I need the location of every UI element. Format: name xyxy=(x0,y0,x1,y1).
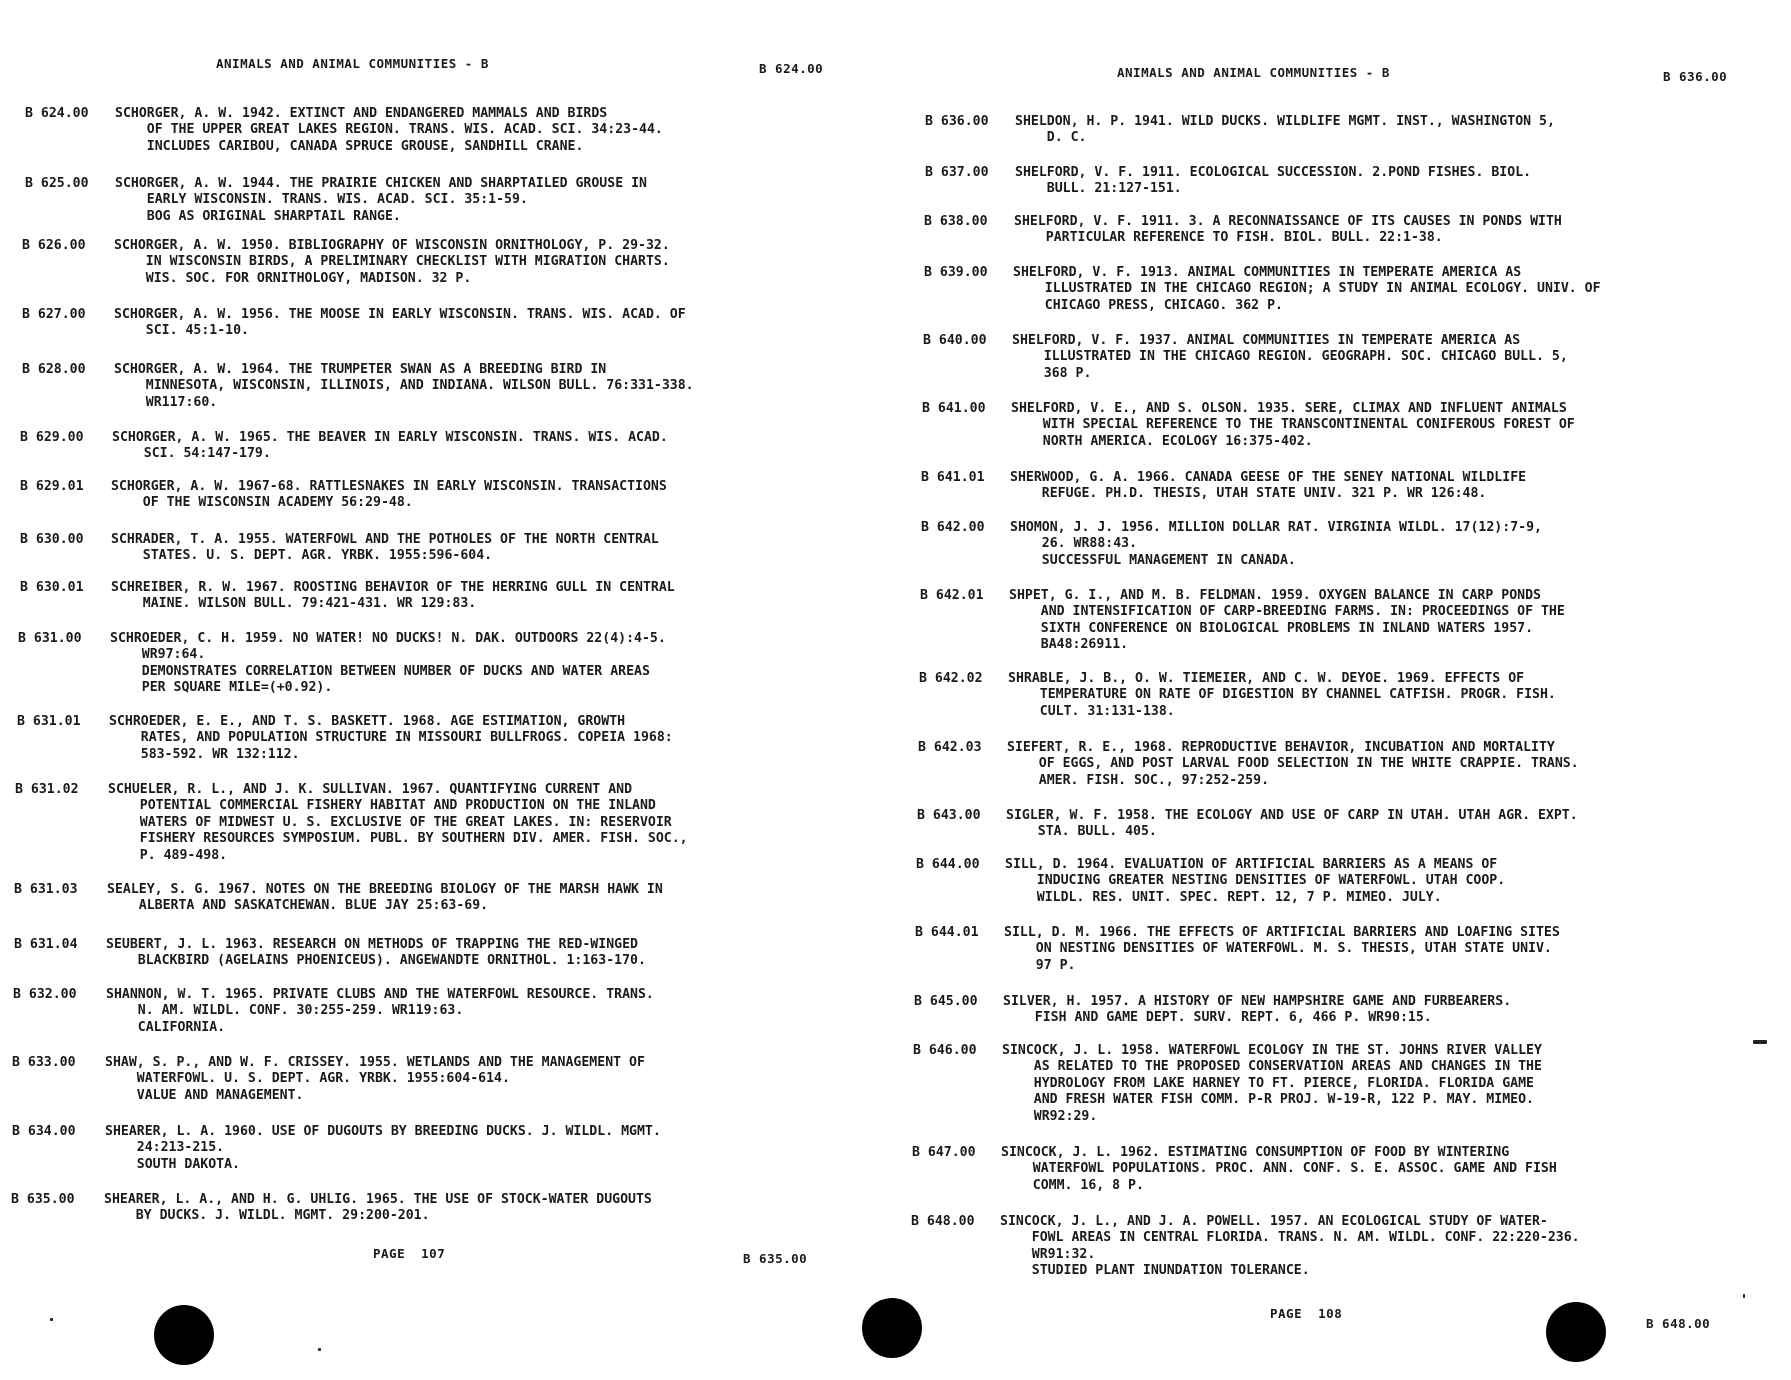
citation-line: WITH SPECIAL REFERENCE TO THE TRANSCONTINENTAL CONIFEROUS FOREST OF xyxy=(1011,417,1575,433)
entry-number: B 641.01 xyxy=(921,470,985,485)
citation-line: MAINE. WILSON BULL. 79:421-431. WR 129:83. xyxy=(111,596,477,612)
entry-citation xyxy=(114,238,670,287)
citation-line: WILDL. RES. UNIT. SPEC. REPT. 12, 7 P. MIMEO. JULY. xyxy=(1005,889,1442,905)
citation-line: INDUCING GREATER NESTING DENSITIES OF WATERFOWL. UTAH COOP. xyxy=(1005,873,1506,889)
citation-line: SEALEY, S. G. 1967. NOTES ON THE BREEDING BIOLOGY OF THE MARSH HAWK IN xyxy=(107,882,663,897)
entry-citation xyxy=(108,782,688,864)
citation-line: WATERFOWL POPULATIONS. PROC. ANN. CONF. S. E. ASSOC. GAME AND FISH xyxy=(1001,1161,1557,1177)
citation-line: ILLUSTRATED IN THE CHICAGO REGION. GEOGRAPH. SOC. CHICAGO BULL. 5, xyxy=(1012,349,1568,365)
citation-line: HYDROLOGY FROM LAKE HARNEY TO FT. PIERCE, FLORIDA. FLORIDA GAME xyxy=(1002,1075,1534,1091)
entry-citation xyxy=(1003,994,1511,1027)
citation-line: SHELFORD, V. F. 1911. ECOLOGICAL SUCCESSION. 2.POND FISHES. BIOL. xyxy=(1015,165,1532,180)
entry-number: B 628.00 xyxy=(22,362,86,377)
entry-citation xyxy=(1007,740,1579,789)
citation-line: BOG AS ORIGINAL SHARPTAIL RANGE. xyxy=(115,208,401,224)
entry-citation xyxy=(1000,1214,1580,1280)
entry-number: B 630.00 xyxy=(20,532,84,547)
citation-line: SCHORGER, A. W. 1950. BIBLIOGRAPHY OF WISCONSIN ORNITHOLOGY, P. 29-32. xyxy=(114,238,670,253)
citation-line: AS RELATED TO THE PROPOSED CONSERVATION AREAS AND CHANGES IN THE xyxy=(1002,1059,1542,1075)
entry-citation xyxy=(112,430,668,463)
left-page xyxy=(0,0,880,1380)
citation-line: WR97:64. xyxy=(110,647,206,663)
entry-number: B 631.01 xyxy=(17,714,81,729)
citation-line: AND FRESH WATER FISH COMM. P-R PROJ. W-19-R, 122 P. MAY. MIMEO. xyxy=(1002,1092,1534,1108)
citation-line: PARTICULAR REFERENCE TO FISH. BIOL. BULL. 22:1-38. xyxy=(1014,230,1443,246)
punch-hole xyxy=(862,1298,922,1358)
page-header-title: ANIMALS AND ANIMAL COMMUNITIES - B xyxy=(216,56,489,71)
entry-citation xyxy=(111,532,659,565)
entry-citation xyxy=(1013,265,1601,314)
entry-citation xyxy=(111,580,675,613)
page-footer-code: B 648.00 xyxy=(1646,1316,1711,1331)
citation-line: SHEARER, L. A. 1960. USE OF DUGOUTS BY BREEDING DUCKS. J. WILDL. MGMT. xyxy=(105,1124,661,1139)
citation-line: P. 489-498. xyxy=(108,847,228,863)
citation-line: WR117:60. xyxy=(114,394,218,410)
citation-line: N. AM. WILDL. CONF. 30:255-259. WR119:63. xyxy=(106,1003,464,1019)
citation-line: INCLUDES CARIBOU, CANADA SPRUCE GROUSE, SANDHILL CRANE. xyxy=(115,138,584,154)
citation-line: NORTH AMERICA. ECOLOGY 16:375-402. xyxy=(1011,433,1313,449)
citation-line: 583-592. WR 132:112. xyxy=(109,746,300,762)
entry-citation xyxy=(1011,401,1575,450)
entry-citation xyxy=(114,362,694,411)
citation-line: SCHORGER, A. W. 1942. EXTINCT AND ENDANGERED MAMMALS AND BIRDS xyxy=(115,106,608,121)
citation-line: SIXTH CONFERENCE ON BIOLOGICAL PROBLEMS IN INLAND WATERS 1957. xyxy=(1009,620,1534,636)
citation-line: SHELFORD, V. F. 1911. 3. A RECONNAISSANCE OF ITS CAUSES IN PONDS WITH xyxy=(1014,214,1562,229)
citation-line: DEMONSTRATES CORRELATION BETWEEN NUMBER OF DUCKS AND WATER AREAS xyxy=(110,663,650,679)
citation-line: FISH AND GAME DEPT. SURV. REPT. 6, 466 P. WR90:15. xyxy=(1003,1010,1432,1026)
citation-line: SCHUELER, R. L., AND J. K. SULLIVAN. 1967. QUANTIFYING CURRENT AND xyxy=(108,782,633,797)
citation-line: SCI. 45:1-10. xyxy=(114,323,249,339)
citation-line: ON NESTING DENSITIES OF WATERFOWL. M. S. THESIS, UTAH STATE UNIV. xyxy=(1004,941,1552,957)
entry-number: B 635.00 xyxy=(11,1192,75,1207)
right-page xyxy=(890,0,1770,1380)
citation-line: CHICAGO PRESS, CHICAGO. 362 P. xyxy=(1013,297,1283,313)
citation-line: CALIFORNIA. xyxy=(106,1019,226,1035)
citation-line: VALUE AND MANAGEMENT. xyxy=(105,1087,304,1103)
page-header-code: B 624.00 xyxy=(759,61,824,76)
citation-line: WATERS OF MIDWEST U. S. EXCLUSIVE OF THE GREAT LAKES. IN: RESERVOIR xyxy=(108,814,672,830)
entry-number: B 632.00 xyxy=(13,987,77,1002)
citation-line: FISHERY RESOURCES SYMPOSIUM. PUBL. BY SOUTHERN DIV. AMER. FISH. SOC., xyxy=(108,831,688,847)
scan-mark xyxy=(1743,1294,1745,1298)
citation-line: SCHORGER, A. W. 1967-68. RATTLESNAKES IN EARLY WISCONSIN. TRANSACTIONS xyxy=(111,479,667,494)
citation-line: SINCOCK, J. L. 1962. ESTIMATING CONSUMPTION OF FOOD BY WINTERING xyxy=(1001,1145,1510,1160)
entry-citation xyxy=(106,987,654,1036)
entry-number: B 647.00 xyxy=(912,1145,976,1160)
citation-line: OF THE WISCONSIN ACADEMY 56:29-48. xyxy=(111,495,413,511)
entry-number: B 627.00 xyxy=(22,307,86,322)
entry-citation xyxy=(1006,808,1578,841)
citation-line: SCHRADER, T. A. 1955. WATERFOWL AND THE POTHOLES OF THE NORTH CENTRAL xyxy=(111,532,659,547)
punch-hole xyxy=(154,1305,214,1365)
entry-citation xyxy=(109,714,673,763)
citation-line: WR92:29. xyxy=(1002,1108,1098,1124)
citation-line: SIGLER, W. F. 1958. THE ECOLOGY AND USE OF CARP IN UTAH. UTAH AGR. EXPT. xyxy=(1006,808,1578,823)
citation-line: BLACKBIRD (AGELAINS PHOENICEUS). ANGEWANDTE ORNITHOL. 1:163-170. xyxy=(106,953,646,969)
citation-line: SILVER, H. 1957. A HISTORY OF NEW HAMPSHIRE GAME AND FURBEARERS. xyxy=(1003,994,1512,1009)
entry-citation xyxy=(115,106,663,155)
citation-line: 97 P. xyxy=(1004,957,1076,973)
citation-line: STATES. U. S. DEPT. AGR. YRBK. 1955:596-604. xyxy=(111,548,493,564)
citation-line: ILLUSTRATED IN THE CHICAGO REGION; A STUDY IN ANIMAL ECOLOGY. UNIV. OF xyxy=(1013,281,1601,297)
citation-line: STA. BULL. 405. xyxy=(1006,824,1157,840)
citation-line: POTENTIAL COMMERCIAL FISHERY HABITAT AND PRODUCTION ON THE INLAND xyxy=(108,798,656,814)
entry-number: B 636.00 xyxy=(925,114,989,129)
citation-line: AND INTENSIFICATION OF CARP-BREEDING FARMS. IN: PROCEEDINGS OF THE xyxy=(1009,604,1565,620)
entry-citation xyxy=(1001,1145,1557,1194)
entry-number: B 624.00 xyxy=(25,106,89,121)
citation-line: SINCOCK, J. L., AND J. A. POWELL. 1957. AN ECOLOGICAL STUDY OF WATER- xyxy=(1000,1214,1548,1229)
entry-citation xyxy=(1012,333,1568,382)
entry-citation xyxy=(1014,214,1562,247)
citation-line: BY DUCKS. J. WILDL. MGMT. 29:200-201. xyxy=(104,1208,430,1224)
citation-line: 26. WR88:43. xyxy=(1010,536,1138,552)
citation-line: SEUBERT, J. L. 1963. RESEARCH ON METHODS OF TRAPPING THE RED-WINGED xyxy=(106,937,638,952)
entry-citation xyxy=(105,1055,645,1104)
entry-citation xyxy=(1002,1043,1542,1125)
entry-number: B 638.00 xyxy=(924,214,988,229)
citation-line: SHERWOOD, G. A. 1966. CANADA GEESE OF THE SENEY NATIONAL WILDLIFE xyxy=(1010,470,1527,485)
citation-line: EARLY WISCONSIN. TRANS. WIS. ACAD. SCI. 35:1-59. xyxy=(115,192,528,208)
citation-line: SHELFORD, V. F. 1913. ANIMAL COMMUNITIES IN TEMPERATE AMERICA AS xyxy=(1013,265,1522,280)
entry-number: B 648.00 xyxy=(911,1214,975,1229)
entry-number: B 631.02 xyxy=(15,782,79,797)
citation-line: SHRABLE, J. B., O. W. TIEMEIER, AND C. W. DEYOE. 1969. EFFECTS OF xyxy=(1008,671,1525,686)
citation-line: AMER. FISH. SOC., 97:252-259. xyxy=(1007,772,1270,788)
entry-citation xyxy=(106,937,646,970)
citation-line: SHANNON, W. T. 1965. PRIVATE CLUBS AND THE WATERFOWL RESOURCE. TRANS. xyxy=(106,987,654,1002)
citation-line: SCHROEDER, E. E., AND T. S. BASKETT. 1968. AGE ESTIMATION, GROWTH xyxy=(109,714,626,729)
citation-line: STUDIED PLANT INUNDATION TOLERANCE. xyxy=(1000,1263,1310,1279)
citation-line: WR91:32. xyxy=(1000,1246,1096,1262)
citation-line: SCHROEDER, C. H. 1959. NO WATER! NO DUCKS! N. DAK. OUTDOORS 22(4):4-5. xyxy=(110,631,666,646)
entry-citation xyxy=(115,176,647,225)
citation-line: D. C. xyxy=(1015,130,1087,146)
entry-number: B 645.00 xyxy=(914,994,978,1009)
page-header-title: ANIMALS AND ANIMAL COMMUNITIES - B xyxy=(1117,65,1390,80)
citation-line: PER SQUARE MILE=(+0.92). xyxy=(110,680,333,696)
citation-line: 368 P. xyxy=(1012,365,1092,381)
citation-line: SCI. 54:147-179. xyxy=(112,446,271,462)
citation-line: SIEFERT, R. E., 1968. REPRODUCTIVE BEHAVIOR, INCUBATION AND MORTALITY xyxy=(1007,740,1555,755)
citation-line: SILL, D. 1964. EVALUATION OF ARTIFICIAL BARRIERS AS A MEANS OF xyxy=(1005,857,1498,872)
citation-line: 24:213-215. xyxy=(105,1140,225,1156)
citation-line: COMM. 16, 8 P. xyxy=(1001,1177,1144,1193)
entry-citation xyxy=(104,1192,652,1225)
entry-number: B 625.00 xyxy=(25,176,89,191)
entry-number: B 643.00 xyxy=(917,808,981,823)
entry-citation xyxy=(114,307,686,340)
citation-line: SUCCESSFUL MANAGEMENT IN CANADA. xyxy=(1010,552,1296,568)
citation-line: RATES, AND POPULATION STRUCTURE IN MISSOURI BULLFROGS. COPEIA 1968: xyxy=(109,730,673,746)
entry-number: B 639.00 xyxy=(924,265,988,280)
citation-line: BULL. 21:127-151. xyxy=(1015,181,1182,197)
scan-mark xyxy=(1753,1040,1767,1044)
entry-number: B 642.01 xyxy=(920,588,984,603)
entry-citation xyxy=(1005,857,1505,906)
citation-line: OF EGGS, AND POST LARVAL FOOD SELECTION IN THE WHITE CRAPPIE. TRANS. xyxy=(1007,756,1579,772)
entry-number: B 644.00 xyxy=(916,857,980,872)
page-number: PAGE 107 xyxy=(373,1246,446,1261)
entry-citation xyxy=(1010,470,1526,503)
entry-number: B 629.00 xyxy=(20,430,84,445)
entry-citation xyxy=(1004,925,1560,974)
citation-line: BA48:26911. xyxy=(1009,637,1129,653)
citation-line: SINCOCK, J. L. 1958. WATERFOWL ECOLOGY IN THE ST. JOHNS RIVER VALLEY xyxy=(1002,1043,1542,1058)
entry-number: B 644.01 xyxy=(915,925,979,940)
entry-number: B 631.00 xyxy=(18,631,82,646)
entry-citation xyxy=(107,882,663,915)
citation-line: WATERFOWL. U. S. DEPT. AGR. YRBK. 1955:604-614. xyxy=(105,1071,510,1087)
punch-hole xyxy=(1546,1302,1606,1362)
citation-line: SCHORGER, A. W. 1944. THE PRAIRIE CHICKEN AND SHARPTAILED GROUSE IN xyxy=(115,176,647,191)
citation-line: REFUGE. PH.D. THESIS, UTAH STATE UNIV. 321 P. WR 126:48. xyxy=(1010,486,1487,502)
entry-number: B 629.01 xyxy=(20,479,84,494)
citation-line: CULT. 31:131-138. xyxy=(1008,703,1175,719)
citation-line: SCHORGER, A. W. 1956. THE MOOSE IN EARLY WISCONSIN. TRANS. WIS. ACAD. OF xyxy=(114,307,686,322)
citation-line: SCHORGER, A. W. 1965. THE BEAVER IN EARLY WISCONSIN. TRANS. WIS. ACAD. xyxy=(112,430,668,445)
entry-number: B 646.00 xyxy=(913,1043,977,1058)
citation-line: MINNESOTA, WISCONSIN, ILLINOIS, AND INDIANA. WILSON BULL. 76:331-338. xyxy=(114,378,694,394)
citation-line: ALBERTA AND SASKATCHEWAN. BLUE JAY 25:63-69. xyxy=(107,898,489,914)
citation-line: WIS. SOC. FOR ORNITHOLOGY, MADISON. 32 P. xyxy=(114,270,472,286)
entry-number: B 633.00 xyxy=(12,1055,76,1070)
entry-number: B 637.00 xyxy=(925,165,989,180)
entry-number: B 641.00 xyxy=(922,401,986,416)
entry-citation xyxy=(105,1124,661,1173)
entry-number: B 630.01 xyxy=(20,580,84,595)
citation-line: SHEARER, L. A., AND H. G. UHLIG. 1965. THE USE OF STOCK-WATER DUGOUTS xyxy=(104,1192,652,1207)
citation-line: SCHORGER, A. W. 1964. THE TRUMPETER SWAN AS A BREEDING BIRD IN xyxy=(114,362,607,377)
citation-line: SILL, D. M. 1966. THE EFFECTS OF ARTIFICIAL BARRIERS AND LOAFING SITES xyxy=(1004,925,1560,940)
entry-number: B 626.00 xyxy=(22,238,86,253)
citation-line: IN WISCONSIN BIRDS, A PRELIMINARY CHECKLIST WITH MIGRATION CHARTS. xyxy=(114,254,670,270)
entry-citation xyxy=(1008,671,1556,720)
citation-line: SHPET, G. I., AND M. B. FELDMAN. 1959. OXYGEN BALANCE IN CARP PONDS xyxy=(1009,588,1541,603)
page-footer-code: B 635.00 xyxy=(743,1251,808,1266)
entry-number: B 631.04 xyxy=(14,937,78,952)
entry-number: B 634.00 xyxy=(12,1124,76,1139)
page-header-code: B 636.00 xyxy=(1663,69,1728,84)
page-number: PAGE 108 xyxy=(1270,1306,1343,1321)
citation-line: SCHREIBER, R. W. 1967. ROOSTING BEHAVIOR OF THE HERRING GULL IN CENTRAL xyxy=(111,580,675,595)
citation-line: TEMPERATURE ON RATE OF DIGESTION BY CHANNEL CATFISH. PROGR. FISH. xyxy=(1008,687,1556,703)
entry-number: B 640.00 xyxy=(923,333,987,348)
citation-line: SHELFORD, V. F. 1937. ANIMAL COMMUNITIES IN TEMPERATE AMERICA AS xyxy=(1012,333,1521,348)
entry-citation xyxy=(1015,114,1555,147)
citation-line: SHELDON, H. P. 1941. WILD DUCKS. WILDLIFE MGMT. INST., WASHINGTON 5, xyxy=(1015,114,1555,129)
entry-citation xyxy=(110,631,666,697)
scan-mark xyxy=(318,1348,321,1351)
entry-citation xyxy=(1009,588,1565,654)
scan-mark xyxy=(50,1318,53,1321)
citation-line: SHAW, S. P., AND W. F. CRISSEY. 1955. WETLANDS AND THE MANAGEMENT OF xyxy=(105,1055,645,1070)
entry-number: B 642.02 xyxy=(919,671,983,686)
citation-line: SHELFORD, V. E., AND S. OLSON. 1935. SERE, CLIMAX AND INFLUENT ANIMALS xyxy=(1011,401,1567,416)
citation-line: SHOMON, J. J. 1956. MILLION DOLLAR RAT. VIRGINIA WILDL. 17(12):7-9, xyxy=(1010,520,1542,535)
citation-line: SOUTH DAKOTA. xyxy=(105,1156,240,1172)
entry-citation xyxy=(1010,520,1542,569)
entry-citation xyxy=(1015,165,1531,198)
entry-number: B 631.03 xyxy=(14,882,78,897)
citation-line: OF THE UPPER GREAT LAKES REGION. TRANS. WIS. ACAD. SCI. 34:23-44. xyxy=(115,122,663,138)
entry-citation xyxy=(111,479,667,512)
citation-line: FOWL AREAS IN CENTRAL FLORIDA. TRANS. N. AM. WILDL. CONF. 22:220-236. xyxy=(1000,1230,1580,1246)
entry-number: B 642.00 xyxy=(921,520,985,535)
entry-number: B 642.03 xyxy=(918,740,982,755)
